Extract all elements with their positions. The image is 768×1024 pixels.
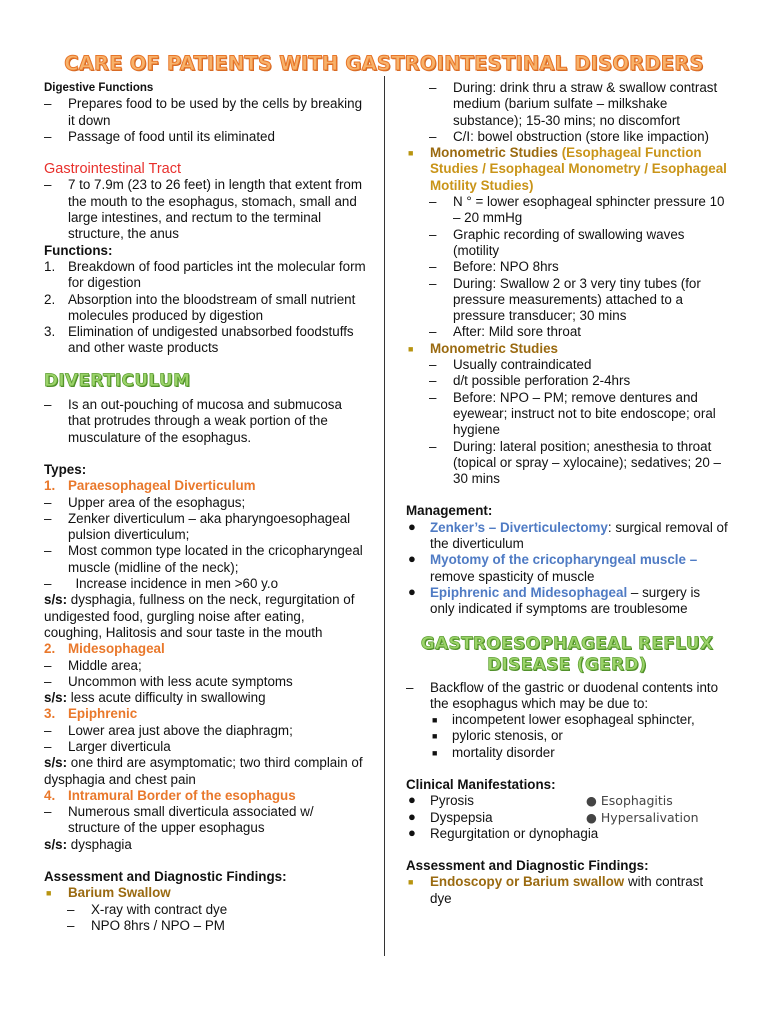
management-name: Epiphrenic and Midesophageal [430,584,628,600]
assessment-label: Assessment and Diagnostic Findings: [406,858,649,874]
endoscopy-label: Endoscopy or Barium swallow [430,874,625,890]
gerd-heading-line1: GASTROESOPHAGEAL REFLUX [420,633,714,654]
list-item: – Usually contraindicated [406,357,728,373]
square-bullet-icon: ■ [408,148,414,159]
type-heading [44,788,366,804]
list-item: – During: drink thru a straw & swallow contrast medium (barium sulfate – milkshake substance); 15-30 mins; no discomfort [406,80,728,129]
functions-label: Functions: [44,242,113,258]
square-bullet-icon: ■ [408,343,414,354]
list-item: – N ° = lower esophageal sphincter pressure 10 – 20 mmHg [406,194,728,227]
digestive-functions-heading: Digestive Functions [44,82,154,94]
endoscopy-text: with contrast dye [430,874,704,906]
numbered-item [44,292,366,325]
item-text: Absorption into the bloodstream of small nutrient molecules produced by digestion [68,291,356,323]
type-name: Paraesophageal Diverticulum [68,478,256,494]
type-number: 2. [44,641,56,657]
list-item: – NPO 8hrs / NPO – PM [44,918,366,934]
bullet-icon: ● [408,808,416,824]
manifestation-text: Hypersalivation [600,809,699,825]
management-text: – surgery is only indicated if symptoms are troublesome [430,584,701,617]
list-item: – Passage of food until its eliminated [44,129,366,145]
type-name: Epiphrenic [68,706,138,722]
bullet-icon: ● [408,583,416,599]
management-name: Zenker’s – Diverticulectomy [430,519,608,535]
bullet-icon: ● [408,518,416,534]
list-item: – X-ray with contract dye [44,902,366,918]
gerd-heading [406,634,728,676]
clinical-manifestations-label: Clinical Manifestations: [406,776,556,792]
item-text: Breakdown of food particles int the molecular form for digestion [68,258,366,291]
list-item: – Larger diverticula [44,739,366,755]
type-name: Intramural Border of the esophagus [68,787,296,803]
list-item: – Increase incidence in men >60 y.o [44,576,366,592]
item-number: 3. [44,324,56,340]
barium-swallow-item [44,885,366,901]
signs-symptoms [44,690,366,706]
type-heading [44,706,366,722]
list-item: – Before: NPO 8hrs [406,259,728,275]
bullet-icon: ● [408,824,416,840]
left-column [44,80,366,934]
type-number: 1. [44,478,56,494]
square-bullet-icon: ■ [432,747,438,758]
list-item: – C/I: bowel obstruction (store like impaction) [406,129,728,145]
endoscopy-item [406,874,728,907]
manifestation-item [406,826,728,842]
list-item: – Zenker diverticulum – aka pharyngoesophageal pulsion diverticulum; [44,511,366,544]
ss-label: s/s: [44,755,68,771]
list-item: – d/t possible perforation 2-4hrs [406,373,728,389]
numbered-item [44,324,366,357]
monometric-studies-item [406,145,728,194]
list-item: – During: lateral position; anesthesia to throat (topical or spray – xylocaine); sedatives; 20 – 30 mins [406,439,728,488]
list-item: – Middle area; [44,658,366,674]
right-column [406,80,728,907]
type-name: Midesophageal [68,641,165,657]
monometric-label: Monometric Studies [430,340,558,356]
barium-swallow-label: Barium Swallow [68,885,171,901]
management-text: remove spasticity of muscle [430,568,595,584]
list-item: – After: Mild sore throat [406,324,728,340]
management-item [406,585,728,618]
square-bullet-icon: ■ [432,731,438,742]
gerd-definition: – Backflow of the gastric or duodenal contents into the esophagus which may be due to: [406,680,728,713]
ss-label: s/s: [44,592,68,608]
list-item: – Upper area of the esophagus; [44,495,366,511]
list-item: – Graphic recording of swallowing waves (motility [406,227,728,260]
management-item [406,520,728,553]
manifestation-item [586,810,728,826]
item-number: 1. [44,258,56,274]
cause-text: mortality disorder [452,744,555,760]
management-item [406,552,728,585]
bullet-icon: ● [408,792,416,808]
manifestation-text: Pyrosis [430,793,474,809]
cause-item [406,712,728,728]
signs-symptoms [44,837,366,853]
manifestation-text: Dyspepsia [430,809,493,825]
ss-text: dysphagia, fullness on the neck, regurgitation of undigested food, gurgling noise after eating, coughing, Halitosis and sour taste in the mouth [44,592,355,640]
cause-item [406,728,728,744]
bullet-icon: ● [586,793,601,809]
page-title: CARE OF PATIENTS WITH GASTROINTESTINAL DISORDERS [64,52,704,75]
cause-text: incompetent lower esophageal sphincter, [452,712,695,728]
list-item: – Lower area just above the diaphragm; [44,723,366,739]
bullet-icon: ● [586,809,601,825]
cause-text: pyloric stenosis, or [452,728,563,744]
list-item: – Numerous small diverticula associated w/ structure of the upper esophagus [44,804,366,837]
ss-label: s/s: [44,690,68,706]
gerd-heading-line2: DISEASE (GERD) [487,654,647,675]
bullet-icon: ● [408,551,416,567]
assessment-label: Assessment and Diagnostic Findings: [44,869,287,885]
management-text: : surgical removal of the diverticulum [430,519,728,552]
square-bullet-icon: ■ [408,877,414,888]
management-name: Myotomy of the cricopharyngeal muscle – [430,552,698,568]
ss-text: one third are asymptomatic; two third complain of dysphagia and chest pain [44,755,363,787]
manifestation-item [586,793,728,809]
list-item: – Prepares food to be used by the cells by breaking it down [44,96,366,129]
numbered-item [44,259,366,292]
list-item: – Uncommon with less acute symptoms [44,674,366,690]
manifestation-text: Regurgitation or dynophagia [430,825,599,841]
list-item: – Before: NPO – PM; remove dentures and eyewear; instruct not to bite endoscope; oral hygiene [406,390,728,439]
ss-text: less acute difficulty in swallowing [67,690,266,706]
type-heading [44,478,366,494]
monometric-label: Monometric Studies [430,145,558,161]
list-item: – 7 to 7.9m (23 to 26 feet) in length that extent from the mouth to the esophagus, stomach, small and large intestines, and rectum to the terminal structure, the anus [44,177,366,242]
type-heading [44,641,366,657]
item-text: Elimination of undigested unabsorbed foodstuffs and other waste products [68,324,354,356]
square-bullet-icon: ■ [46,888,52,899]
diverticulum-definition: – Is an out-pouching of mucosa and submucosa that protrudes through a weak portion of the musculature of the esophagus. [44,397,366,446]
signs-symptoms [44,592,366,641]
item-number: 2. [44,291,56,307]
types-label: Types: [44,461,87,477]
clinical-manifestations-grid [406,793,728,826]
ss-label: s/s: [44,836,68,852]
signs-symptoms [44,755,366,788]
monometric-alt-names: (Esophageal Function Studies / Esophageal Monometry / Esophageal Motility Studies) [430,145,727,193]
manifestation-item [406,793,586,809]
manifestation-item [406,810,586,826]
list-item: – Most common type located in the cricopharyngeal muscle (midline of the neck); [44,543,366,576]
diverticulum-heading: DIVERTICULUM [44,370,191,391]
type-number: 3. [44,706,56,722]
monometric-studies-item [406,341,728,357]
management-label: Management: [406,503,493,519]
ss-text: dysphagia [67,836,132,852]
gi-tract-heading: Gastrointestinal Tract [44,161,181,178]
square-bullet-icon: ■ [432,715,438,726]
manifestation-text: Esophagitis [600,793,673,809]
column-divider [384,76,385,956]
cause-item [406,745,728,761]
list-item: – During: Swallow 2 or 3 very tiny tubes (for pressure measurements) attached to a pressure transducer; 30 mins [406,276,728,325]
type-number: 4. [44,787,56,803]
